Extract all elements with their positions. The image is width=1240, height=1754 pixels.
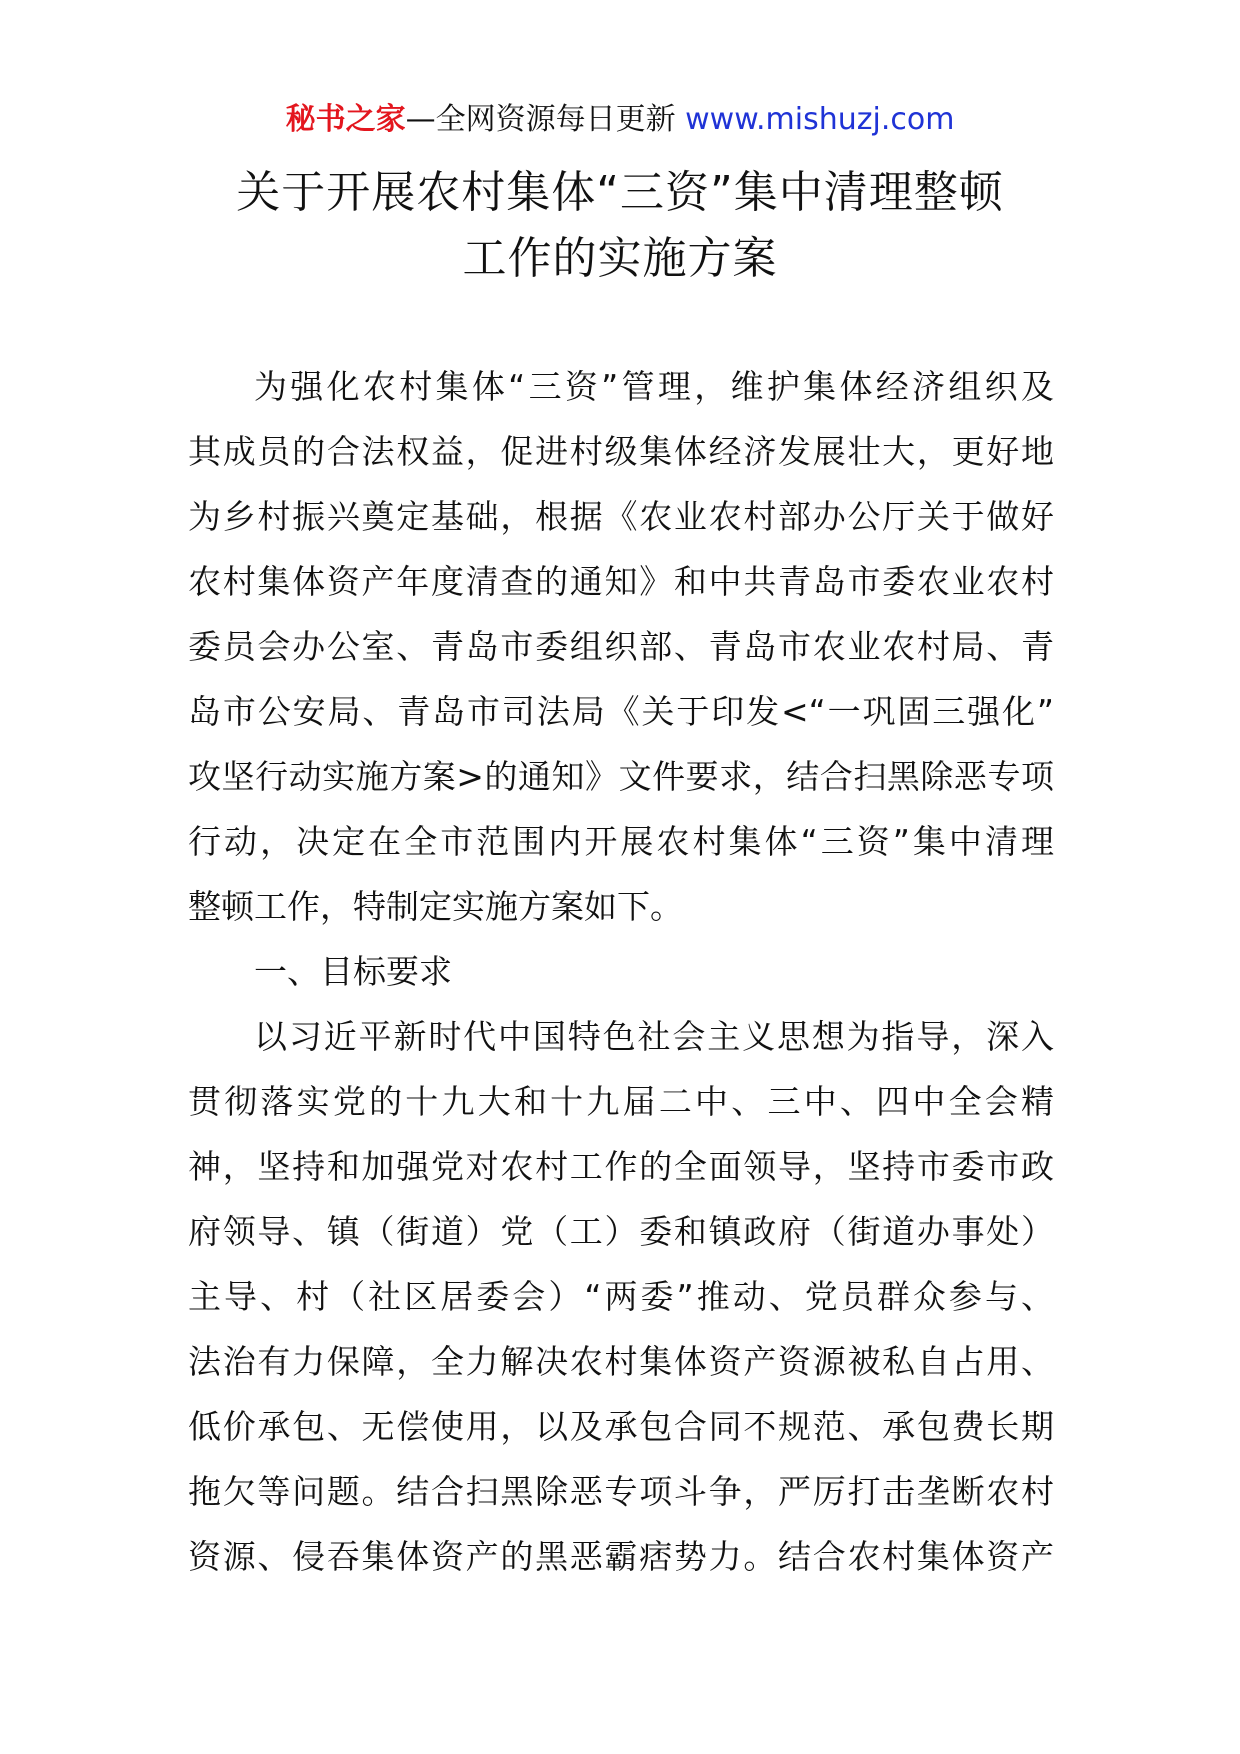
body-line: 资源、侵吞集体资产的黑恶霸痞势力。结合农村集体资产 [188,1537,1054,1576]
body-line: 低价承包、无偿使用，以及承包合同不规范、承包费长期 [188,1407,1054,1446]
body-line: 其成员的合法权益，促进村级集体经济发展壮大，更好地 [188,432,1054,471]
body-line: 委员会办公室、青岛市委组织部、青岛市农业农村局、青 [188,627,1054,666]
body-line: 拖欠等问题。结合扫黑除恶专项斗争，严厉打击垄断农村 [188,1472,1054,1511]
body-line: 整顿工作，特制定实施方案如下。 [188,887,683,926]
title-line-1: 关于开展农村集体“三资”集中清理整顿 [236,167,1004,218]
body-line: 神，坚持和加强党对农村工作的全面领导，坚持市委市政 [188,1147,1054,1186]
site-header [0,98,1240,142]
section-heading: 一、目标要求 [254,952,452,991]
body-line: 贯彻落实党的十九大和十九届二中、三中、四中全会精 [188,1082,1054,1121]
body-line: 岛市公安局、青岛市司法局《关于印发<“一巩固三强化” [188,692,1054,731]
title-line-2: 工作的实施方案 [462,233,778,284]
site-brand: 秘书之家 [285,102,406,137]
site-url[interactable]: www.mishuzj.com [685,102,955,137]
body-line: 行动，决定在全市范围内开展农村集体“三资”集中清理 [188,822,1054,861]
body-line: 主导、村（社区居委会）“两委”推动、党员群众参与、 [188,1277,1054,1316]
body-line: 法治有力保障，全力解决农村集体资产资源被私自占用、 [188,1342,1054,1381]
body-line: 以习近平新时代中国特色社会主义思想为指导，深入 [254,1017,1054,1056]
document-title [120,160,1120,292]
site-slogan: —全网资源每日更新 [405,102,676,137]
body-line: 攻坚行动实施方案>的通知》文件要求，结合扫黑除恶专项 [188,757,1054,796]
body-line: 为乡村振兴奠定基础，根据《农业农村部办公厅关于做好 [188,497,1054,536]
document-body [188,354,1054,1589]
body-line: 农村集体资产年度清查的通知》和中共青岛市委农业农村 [188,562,1054,601]
body-line: 府领导、镇（街道）党（工）委和镇政府（街道办事处） [188,1212,1054,1251]
body-line: 为强化农村集体“三资”管理，维护集体经济组织及 [254,367,1054,406]
